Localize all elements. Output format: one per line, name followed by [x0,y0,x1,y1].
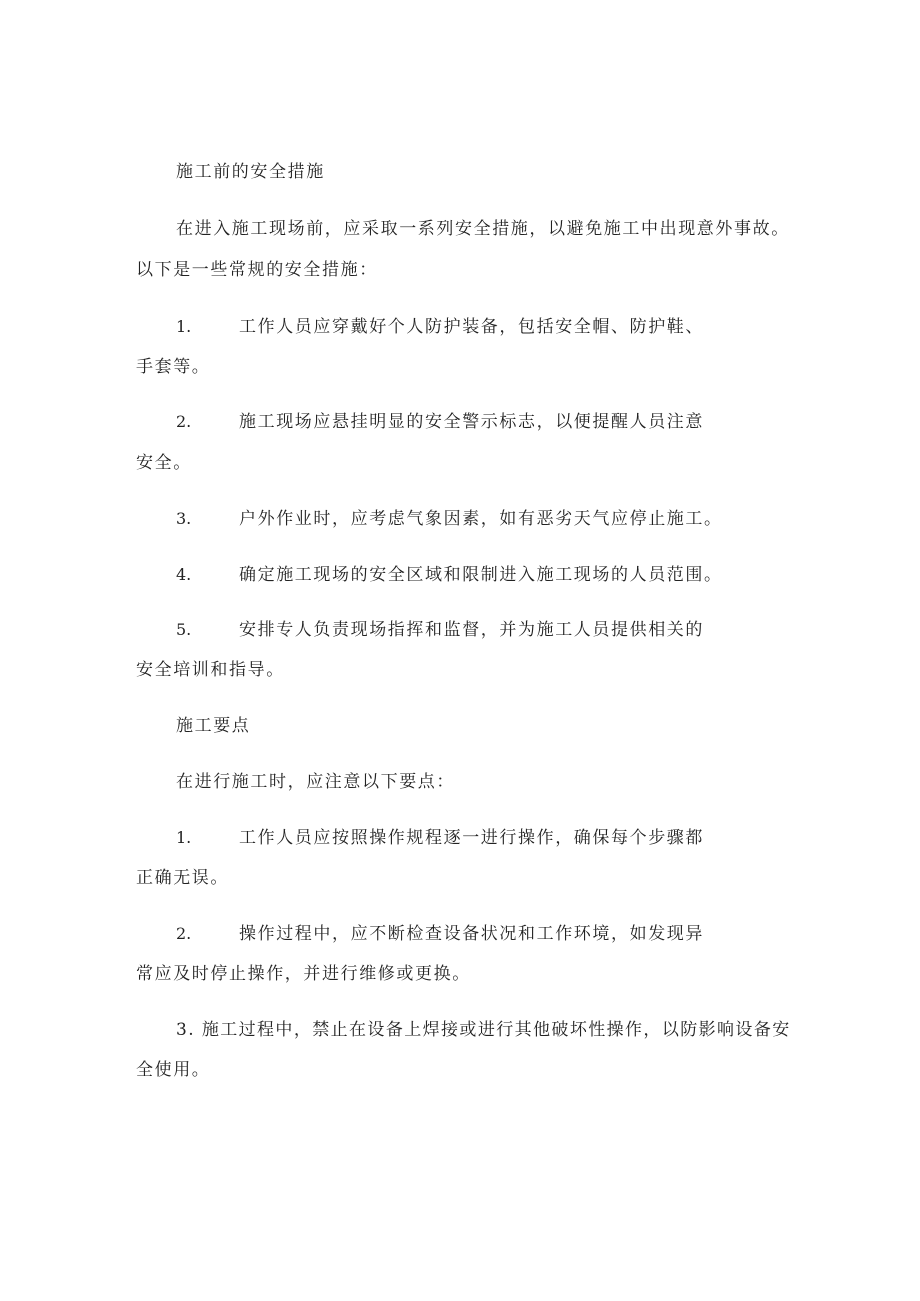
list-item-text: 3. 施工过程中，禁止在设备上焊接或进行其他破坏性操作，以防影响设备安 [176,1020,791,1040]
list-item-text-cont: 常应及时停止操作，并进行维修或更换。 [136,964,471,984]
list-item-text: 确定施工现场的安全区域和限制进入施工现场的人员范围。 [239,565,723,585]
list-item-number: 1. [176,317,192,336]
list-item-text: 操作过程中，应不断检查设备状况和工作环境，如发现异 [239,924,704,944]
list-item-text: 工作人员应按照操作规程逐一进行操作，确保每个步骤都 [239,828,704,848]
list-item-number: 3. [176,509,192,528]
list-item-text-cont: 正确无误。 [136,868,229,888]
section2-title: 施工要点 [176,716,251,736]
list-item-text-cont: 全使用。 [136,1060,211,1080]
list-item-text-cont: 安全。 [136,453,192,473]
list-item-text: 工作人员应穿戴好个人防护装备，包括安全帽、防护鞋、 [239,317,704,337]
list-item-number: 1. [176,828,192,847]
section1-title: 施工前的安全措施 [176,162,325,182]
list-item-number: 5. [176,620,192,639]
list-item-text: 施工现场应悬挂明显的安全警示标志，以便提醒人员注意 [239,412,704,432]
list-item-number: 2. [176,924,192,943]
list-item-number: 4. [176,565,192,584]
section1-intro-line1: 在进入施工现场前，应采取一系列安全措施，以避免施工中出现意外事故。 [176,219,790,239]
section1-intro-line2: 以下是一些常规的安全措施： [136,260,378,280]
list-item-text-cont: 手套等。 [136,357,211,377]
list-item-text-cont: 安全培训和指导。 [136,660,285,680]
list-item-number: 2. [176,412,192,431]
list-item-text: 安排专人负责现场指挥和监督，并为施工人员提供相关的 [239,620,704,640]
section2-intro: 在进行施工时，应注意以下要点： [176,772,455,792]
list-item-text: 户外作业时，应考虑气象因素，如有恶劣天气应停止施工。 [239,509,723,529]
